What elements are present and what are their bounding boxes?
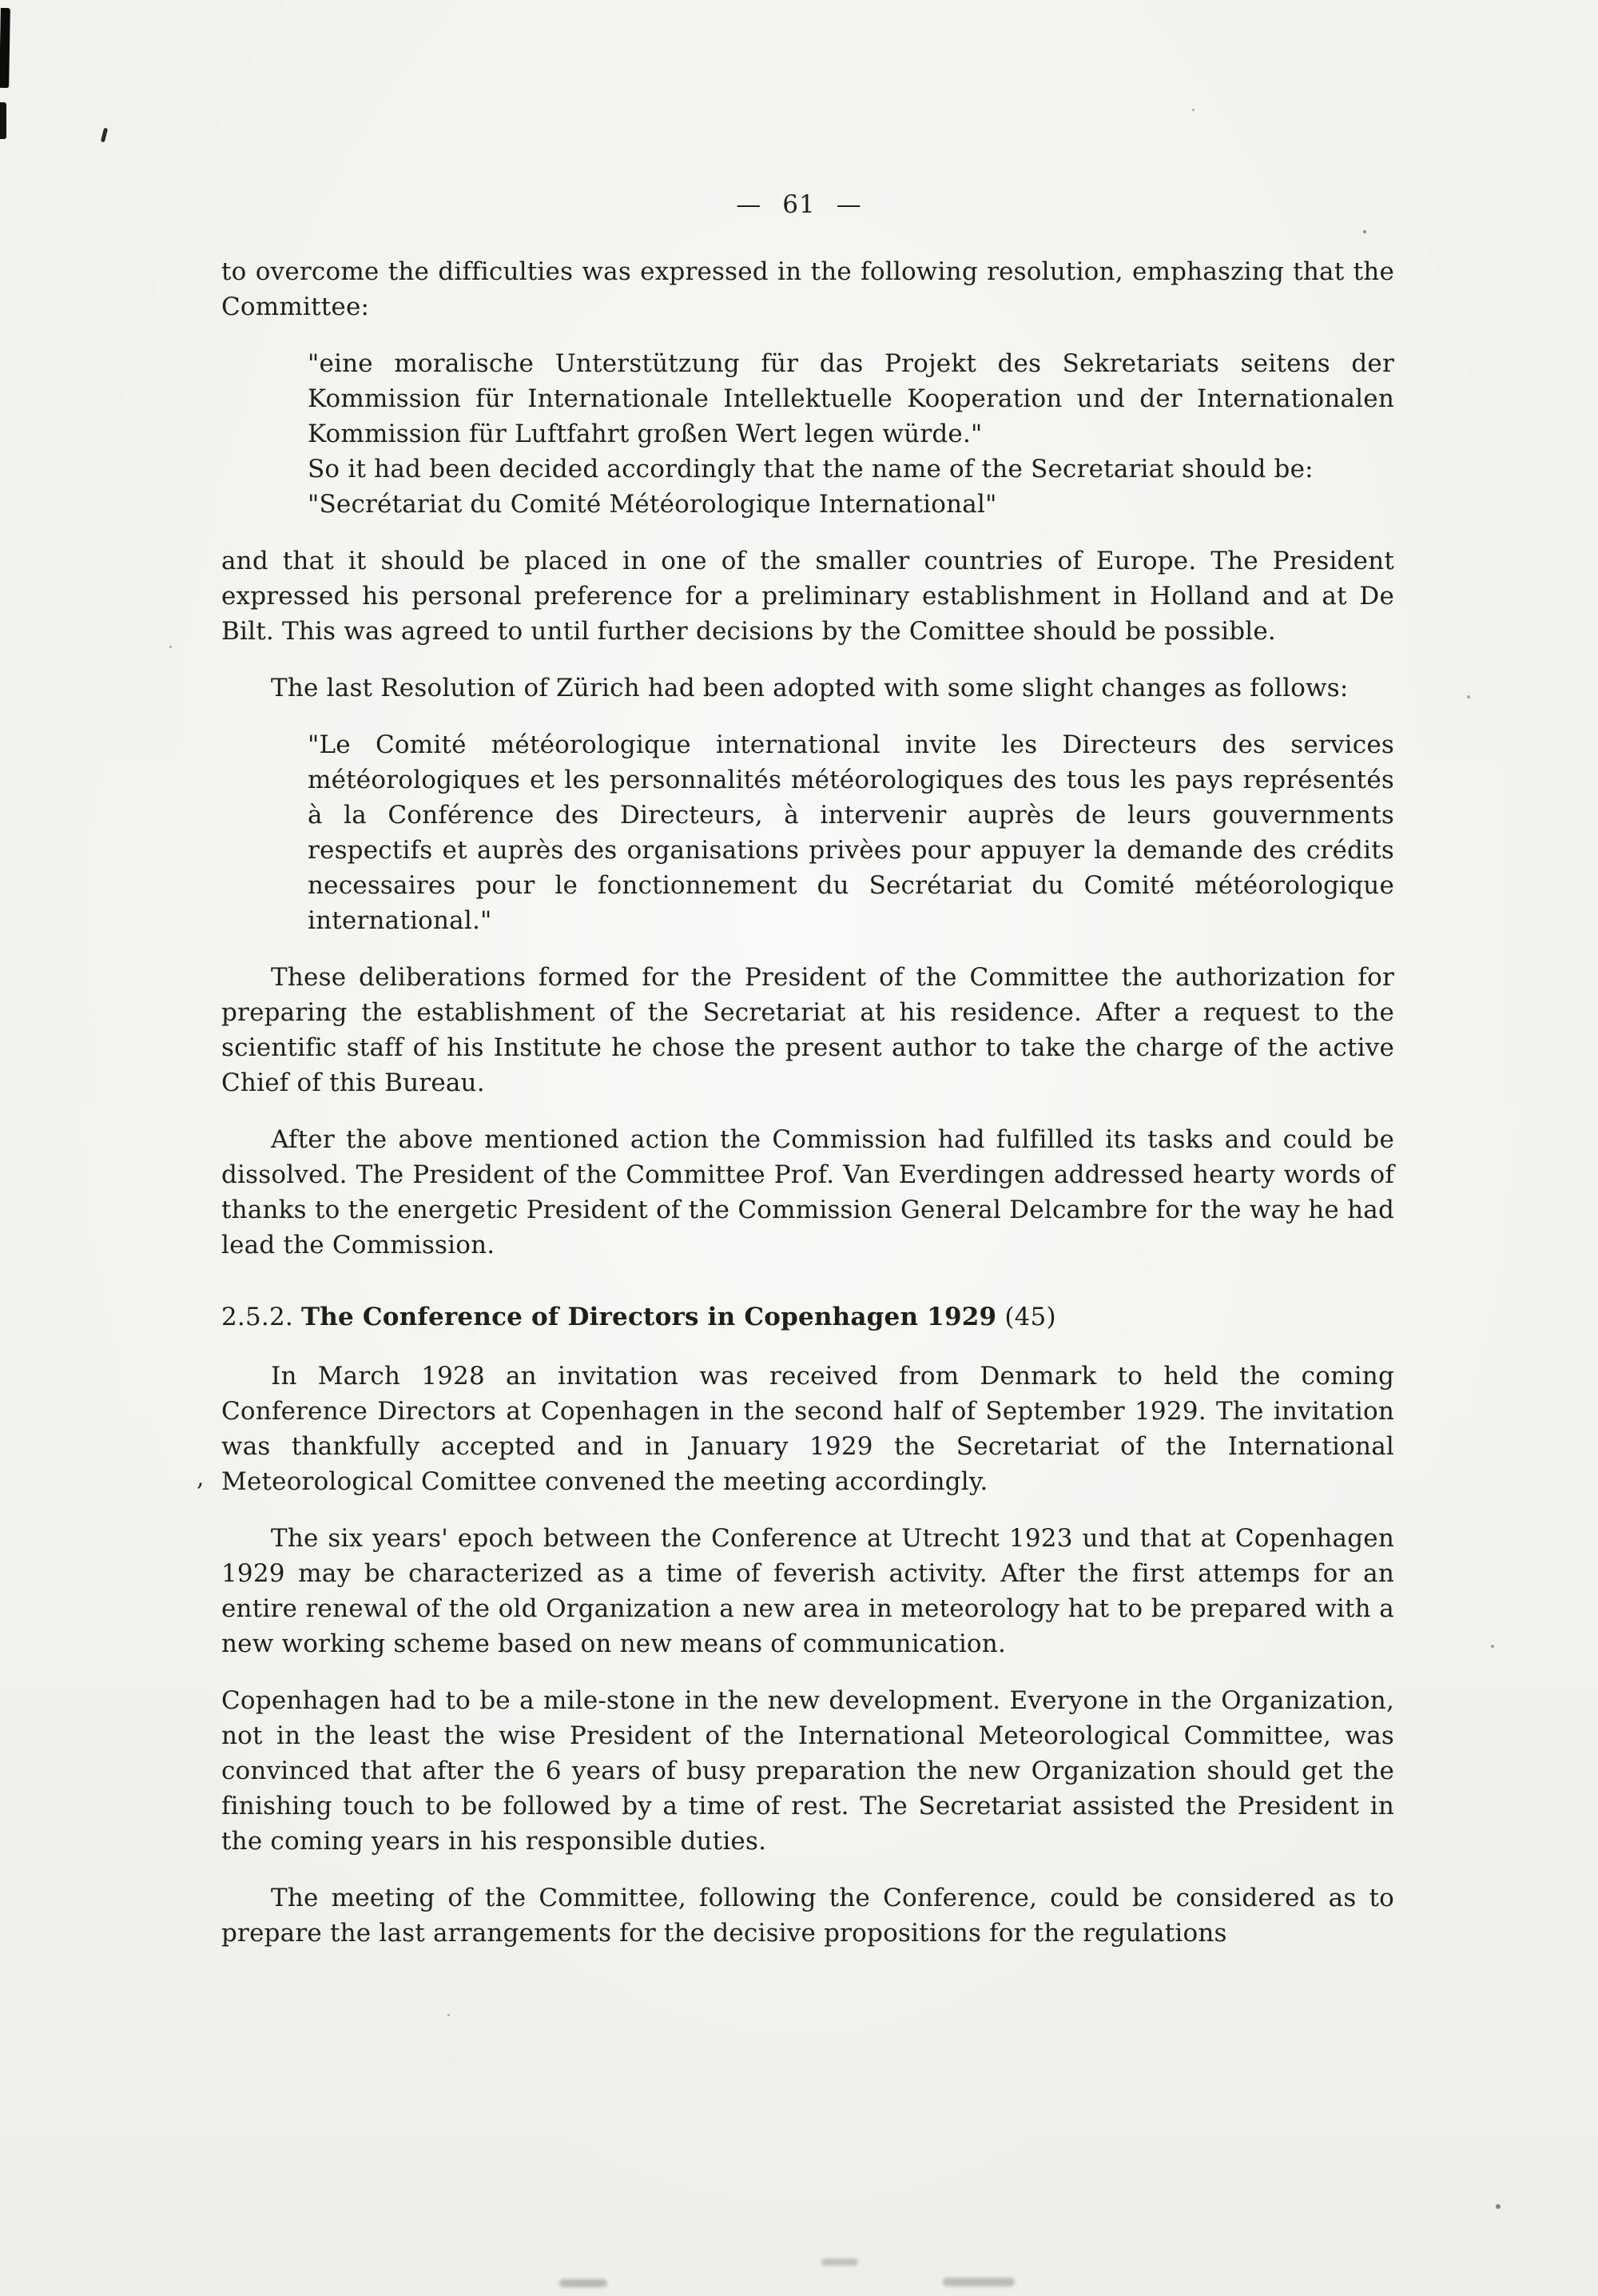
scan-speck xyxy=(169,646,172,648)
text-column xyxy=(221,254,1394,1972)
section-reference: (45) xyxy=(1004,1303,1056,1331)
page-number-value: 61 xyxy=(782,190,816,219)
paragraph: After the above mentioned action the Commission had fulfilled its tasks and could be dissolved. The President of the Committee Prof. Van Everdingen addressed hearty words of thanks to the energetic President of the Commission General Delcambre for the way he had lead the Commission. xyxy=(221,1125,1394,1259)
scan-smudge xyxy=(559,2279,607,2287)
quote-secretariat-name: "Secrétariat du Comité Météorologique International" xyxy=(308,490,997,519)
section-title: The Conference of Directors in Copenhagen 1929 xyxy=(301,1303,997,1331)
paragraph: In March 1928 an invitation was received from Denmark to held the coming Conference Directors at Copenhagen in the second half of September 1929. The invitation was thankfully accepted and in January 1929 the Secretariat of the International Meteorological Comittee convened the meeting accordingly. xyxy=(221,1362,1394,1496)
scan-artifact-mark: , xyxy=(197,1464,205,1492)
paragraph: The six years' epoch between the Conference at Utrecht 1923 und that at Copenhagen 1929 may be characterized as a time of feverish activity. After the first attemps for an entire renewal of the old Organization a new area in meteorology hat to be prepared with a new working scheme based on new means of communication. xyxy=(221,1524,1394,1658)
scan-speck xyxy=(1363,230,1366,233)
scan-speck xyxy=(447,2014,450,2016)
scan-artifact-tick xyxy=(101,128,108,143)
scan-speck xyxy=(1192,109,1195,111)
paragraph: Copenhagen had to be a mile-stone in the new development. Everyone in the Organization, not in the least the wise President of the International Meteorological Committee, was convinced that after the 6 years of busy preparation the new Organization should get the finishing touch to be followed by a time of rest. The Secretariat assisted the President in the coming years in his responsible duties. xyxy=(221,1686,1394,1856)
scan-artifact-edge-bar xyxy=(0,102,6,139)
quote-text: "eine moralische Unterstützung für das Projekt des Sekretariats seitens der Kommission für Internationale Intellektuelle Kooperation und der Internationalen Kommission für Luftfahrt großen Wert legen würde." xyxy=(308,349,1394,448)
scan-artifact-edge-bar xyxy=(0,8,10,88)
scan-smudge xyxy=(821,2258,858,2266)
scan-smudge xyxy=(943,2278,1015,2286)
paragraph: and that it should be placed in one of the smaller countries of Europe. The President expressed his personal preference for a preliminary establishment in Holland and at De Bilt. This was agreed to until further decisions by the Comittee should be possible. xyxy=(221,547,1394,646)
paragraph: to overcome the difficulties was expressed in the following resolution, emphaszing that the Committee: xyxy=(221,257,1394,321)
page-number xyxy=(0,190,1598,219)
scan-speck xyxy=(1467,695,1470,698)
scan-speck xyxy=(1491,1645,1494,1648)
page-number-dash-right: — xyxy=(836,190,862,219)
quote-note: So it had been decided accordingly that the name of the Secretariat should be: xyxy=(308,455,1314,483)
quote-text: "Le Comité météorologique international invite les Directeurs des services météorologiques et les personnalités météorologiques des tous les pays représentés à la Conférence des Directeurs, à intervenir auprès de leurs gouvernments respectifs et auprès des organisations privèes pour appuyer la demande des crédits necessaires pour le fonctionnement du Secrétariat du Comité météorologique international." xyxy=(308,730,1394,935)
section-heading xyxy=(221,1299,1394,1335)
section-number: 2.5.2. xyxy=(221,1303,293,1331)
paragraph: The last Resolution of Zürich had been adopted with some slight changes as follows: xyxy=(271,674,1349,702)
paragraph: These deliberations formed for the President of the Committee the authorization for preparing the establishment of the Secretariat at his residence. After a request to the scientific staff of his Institute he chose the present author to take the charge of the active Chief of this Bureau. xyxy=(221,963,1394,1097)
page-number-dash-left: — xyxy=(736,190,762,219)
scan-speck xyxy=(1496,2204,1501,2209)
paragraph: The meeting of the Committee, following the Conference, could be considered as to prepare the last arrangements for the decisive propositions for the regulations xyxy=(221,1884,1394,1948)
block-quote-german xyxy=(308,346,1394,522)
block-quote-french xyxy=(308,727,1394,938)
